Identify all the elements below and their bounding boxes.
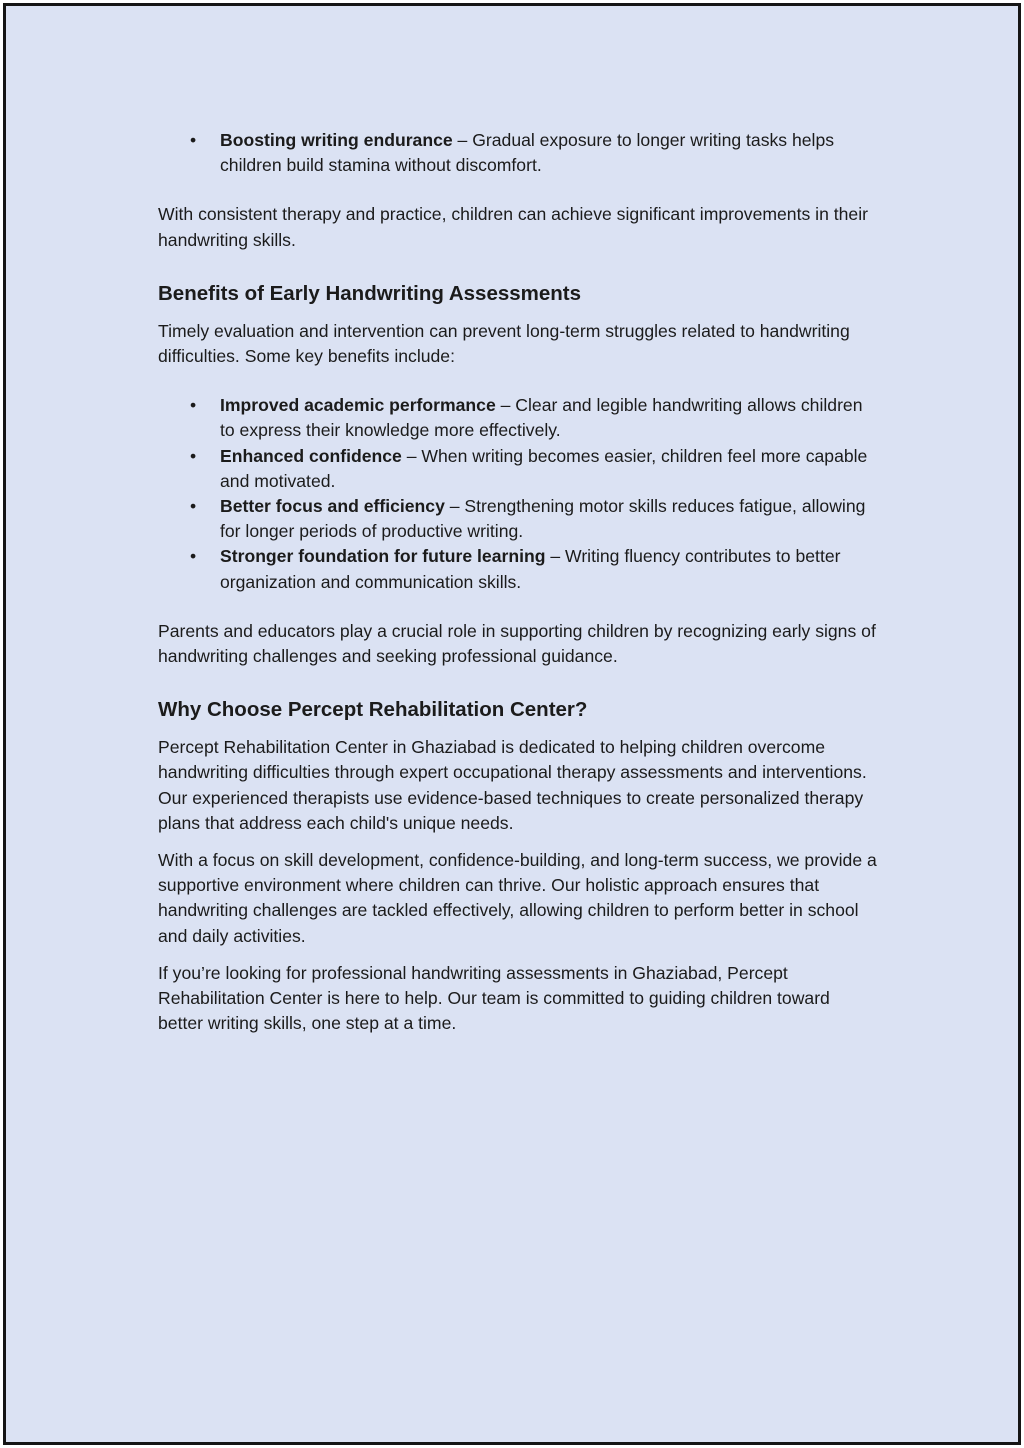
bullet-list-endurance [158,128,878,178]
bullet-icon: • [190,445,197,466]
paragraph-why-2: With a focus on skill development, confidence-building, and long-term success, we provide a supportive environment where children can thrive. Our holistic approach ensures that handwriting challenges are tackled effectively, allowing children to perform better in school and daily activities. [158,850,877,946]
page-content [158,128,878,1036]
bullet-icon: • [190,395,197,416]
list-item-title: Improved academic performance [220,395,496,416]
heading-benefits: Benefits of Early Handwriting Assessments [158,281,582,305]
list-item-title: Boosting writing endurance [220,130,453,150]
paragraph-why-1: Percept Rehabilitation Center in Ghaziabad is dedicated to helping children overcome handwriting difficulties through expert occupational therapy assessments and interventions. Our experienced therapists use evidence-based techniques to create personalized therapy plans that address each child's unique needs. [158,737,867,833]
bullet-icon: • [190,496,197,517]
list-item-text: – Gradual exposure to longer writing tasks helps children build stamina without discomfort. [220,130,835,176]
document-page [3,3,1021,1445]
list-item-text: – Clear and legible handwriting allows children to express their knowledge more effectively. [220,395,863,441]
list-item [158,393,878,443]
list-item-title: Enhanced confidence [220,445,402,466]
paragraph-parents: Parents and educators play a crucial role in supporting children by recognizing early signs of handwriting challenges and seeking professional guidance. [158,620,876,667]
list-item [158,494,878,544]
list-item-text: – When writing becomes easier, children feel more capable and motivated. [220,445,868,491]
list-item-text: – Writing fluency contributes to better organization and communication skills. [220,546,841,592]
list-item [158,544,878,594]
bullet-icon: • [190,546,197,567]
list-item-text: – Strengthening motor skills reduces fatigue, allowing for longer periods of productive writing. [220,496,866,542]
list-item-title: Stronger foundation for future learning [220,546,546,567]
bullet-list-benefits [158,393,878,595]
list-item [158,128,878,178]
paragraph-why-3: If you’re looking for professional handwriting assessments in Ghaziabad, Percept Rehabilitation Center is here to help. Our team is committed to guiding children toward better writing skills, one step at a time. [158,962,830,1034]
list-item-title: Better focus and efficiency [220,496,445,517]
paragraph-benefits-intro: Timely evaluation and intervention can prevent long-term struggles related to handwriting difficulties. Some key benefits include: [158,320,850,367]
heading-why-choose: Why Choose Percept Rehabilitation Center? [158,698,588,722]
paragraph-practice: With consistent therapy and practice, children can achieve significant improvements in their handwriting skills. [158,204,868,250]
list-item [158,444,878,494]
bullet-icon: • [190,130,197,150]
